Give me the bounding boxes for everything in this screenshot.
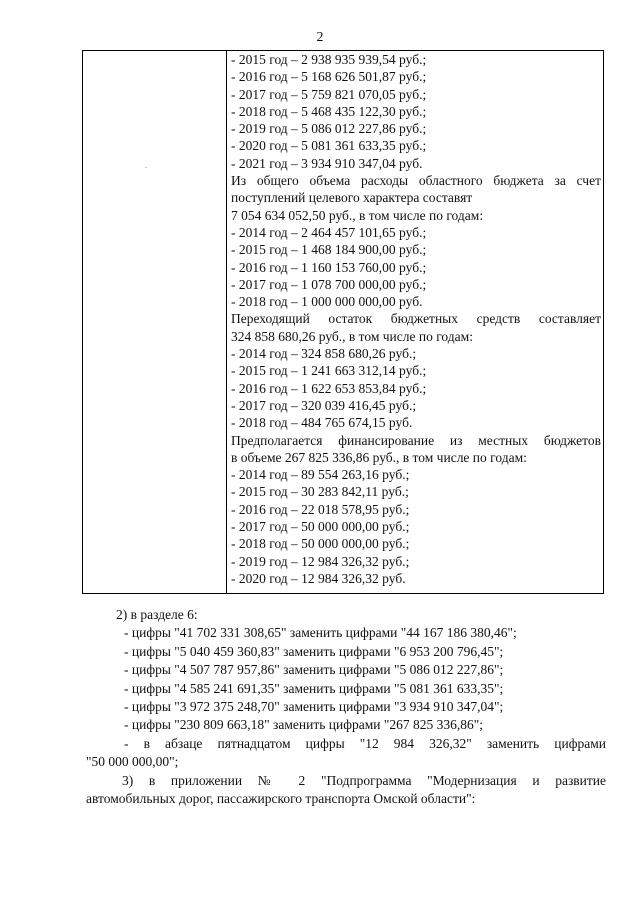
- table-cell-text: [231, 51, 601, 587]
- table-line: - 2017 год – 5 759 821 070,05 руб.;: [231, 86, 427, 102]
- table-line: - 2018 год – 50 000 000,00 руб.;: [231, 536, 410, 552]
- table-line: - 2015 год – 2 938 935 939,54 руб.;: [231, 52, 427, 67]
- table-line: - 2015 год – 1 468 184 900,00 руб.;: [231, 242, 427, 258]
- table-line: - 2016 год – 1 160 153 760,00 руб.;: [231, 259, 427, 275]
- abzac-replace-line1: - в абзаце пятнадцатом цифры "12 984 326,32" заменить цифрами: [124, 735, 606, 751]
- table-line: Предполагается финансирование из местных бюджетов: [231, 432, 601, 448]
- table-line: - 2017 год – 50 000 000,00 руб.;: [231, 519, 410, 535]
- table-line: - 2020 год – 5 081 361 633,35 руб.;: [231, 138, 427, 154]
- table-line: - 2019 год – 12 984 326,32 руб.;: [231, 553, 410, 569]
- table-line: Переходящий остаток бюджетных средств составляет: [231, 311, 601, 327]
- table-line: - 2015 год – 1 241 663 312,14 руб.;: [231, 363, 427, 379]
- table-column-divider: [226, 51, 227, 593]
- table-line: 324 858 680,26 руб., в том числе по годам:: [231, 328, 473, 344]
- table-line: Из общего объема расходы областного бюджета за счет: [231, 173, 601, 189]
- section-6-heading: 2) в разделе 6:: [116, 607, 198, 622]
- table-line: - 2016 год – 1 622 653 853,84 руб.;: [231, 380, 427, 396]
- table-line: - 2017 год – 1 078 700 000,00 руб.;: [231, 276, 427, 292]
- replace-item: - цифры "4 507 787 957,86" заменить цифрами "5 086 012 227,86";: [124, 662, 504, 678]
- replace-item: - цифры "41 702 331 308,65" заменить цифрами "44 167 186 380,46";: [124, 625, 517, 641]
- table-line: - 2016 год – 5 168 626 501,87 руб.;: [231, 69, 427, 85]
- table-line: - 2018 год – 484 765 674,15 руб.: [231, 415, 413, 431]
- table-line: - 2021 год – 3 934 910 347,04 руб.: [231, 155, 423, 171]
- point-3-line2: автомобильных дорог, пассажирского транспорта Омской области":: [86, 790, 476, 806]
- replace-item: - цифры "230 809 663,18" заменить цифрами "267 825 336,86";: [124, 717, 484, 733]
- table-line: - 2017 год – 320 039 416,45 руб.;: [231, 397, 417, 413]
- replace-item: - цифры "3 972 375 248,70" заменить цифрами "3 934 910 347,04";: [124, 698, 504, 714]
- table-line: - 2015 год – 30 283 842,11 руб.;: [231, 484, 409, 500]
- page-number: 2: [316, 30, 324, 45]
- table-line: - 2014 год – 2 464 457 101,65 руб.;: [231, 224, 427, 240]
- table-line: - 2018 год – 1 000 000 000,00 руб.: [231, 294, 423, 310]
- table-line: - 2014 год – 324 858 680,26 руб.;: [231, 346, 417, 362]
- replace-item: - цифры "5 040 459 360,83" заменить цифрами "6 953 200 796,45";: [124, 643, 504, 659]
- replace-item: - цифры "4 585 241 691,35" заменить цифрами "5 081 361 633,35";: [124, 680, 504, 696]
- budget-table: [82, 50, 604, 594]
- table-line: - 2019 год – 5 086 012 227,86 руб.;: [231, 121, 427, 137]
- table-line: поступлений целевого характера составят: [231, 190, 473, 206]
- table-line: в объеме 267 825 336,86 руб., в том числе по годам:: [231, 449, 527, 465]
- table-line: - 2020 год – 12 984 326,32 руб.: [231, 570, 406, 586]
- stray-mark: .: [145, 161, 147, 170]
- table-line: - 2016 год – 22 018 578,95 руб.;: [231, 501, 410, 517]
- table-line: 7 054 634 052,50 руб., в том числе по годам:: [231, 207, 484, 223]
- point-3-line1: 3) в приложении № 2 "Подпрограмма "Модернизация и развитие: [122, 772, 606, 788]
- abzac-replace-line2: "50 000 000,00";: [86, 754, 179, 770]
- table-line: - 2014 год – 89 554 263,16 руб.;: [231, 467, 410, 483]
- table-line: - 2018 год – 5 468 435 122,30 руб.;: [231, 103, 427, 119]
- amendments-section: [86, 606, 606, 808]
